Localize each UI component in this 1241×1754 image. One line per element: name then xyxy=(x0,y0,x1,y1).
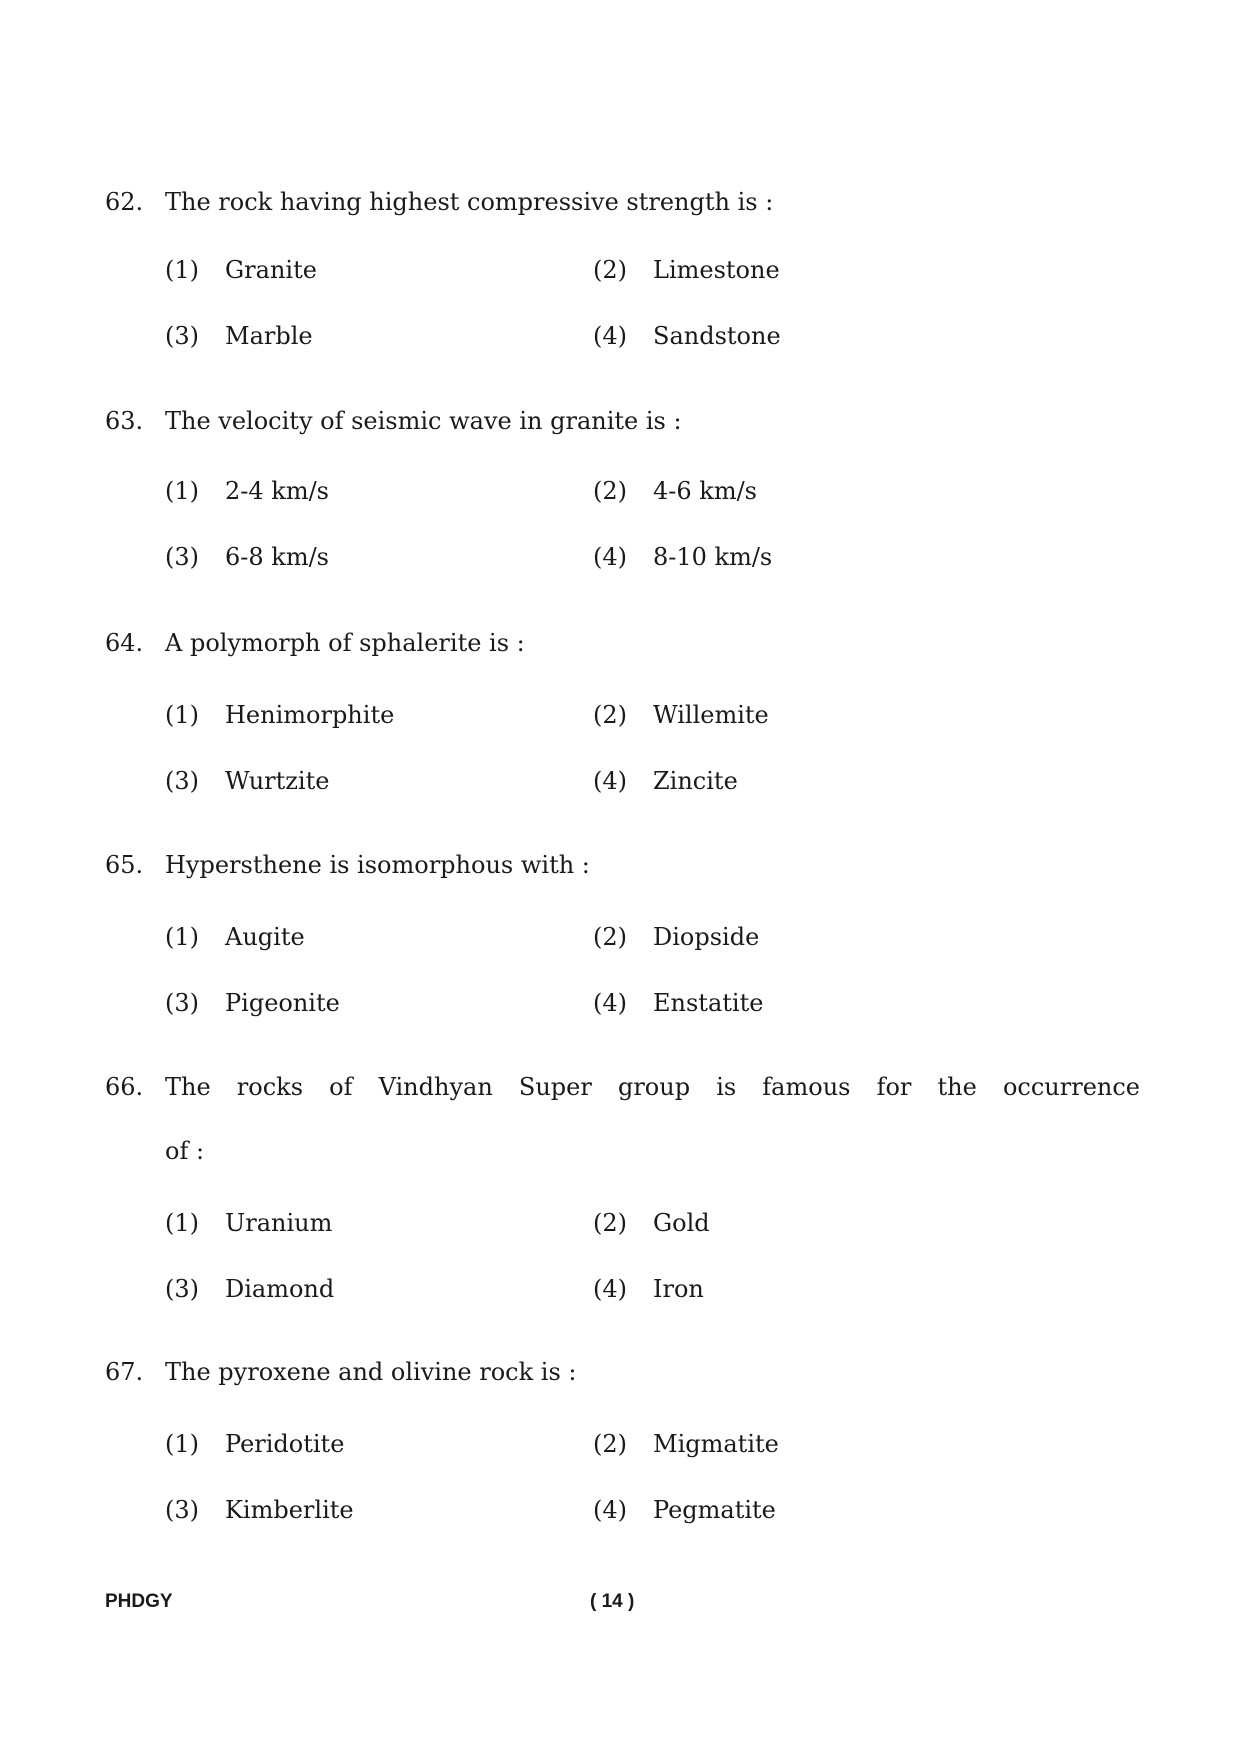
option-row xyxy=(165,700,1140,730)
question-stem xyxy=(105,187,1140,217)
option-1 xyxy=(165,1429,344,1459)
option-4 xyxy=(593,542,772,572)
option-number: (1) xyxy=(165,1430,199,1458)
question-text: The pyroxene and olivine rock is : xyxy=(165,1358,577,1386)
option-number: (4) xyxy=(593,767,627,795)
option-row xyxy=(165,1429,1140,1459)
option-text: Peridotite xyxy=(225,1430,345,1458)
option-2 xyxy=(593,255,780,285)
option-text: Zincite xyxy=(653,767,738,795)
question-66 xyxy=(105,1072,1140,1304)
question-text: The rocks of Vindhyan Super group is famous for the occurrence xyxy=(165,1073,1140,1101)
option-row xyxy=(165,1495,1140,1525)
option-row xyxy=(165,1274,1140,1304)
option-number: (3) xyxy=(165,1275,199,1303)
question-stem xyxy=(105,850,1140,880)
option-4 xyxy=(593,766,738,796)
option-3 xyxy=(165,1495,354,1525)
question-text: The rock having highest compressive strength is : xyxy=(165,188,774,216)
option-number: (4) xyxy=(593,1496,627,1524)
option-number: (2) xyxy=(593,1209,627,1237)
question-text: Hypersthene is isomorphous with : xyxy=(165,851,590,879)
option-1 xyxy=(165,255,317,285)
option-text: Kimberlite xyxy=(225,1496,354,1524)
option-row xyxy=(165,988,1140,1018)
question-stem xyxy=(105,628,1140,658)
option-row xyxy=(165,542,1140,572)
question-number: 62. xyxy=(105,188,144,216)
option-text: Pegmatite xyxy=(653,1496,776,1524)
option-row xyxy=(165,922,1140,952)
option-1 xyxy=(165,1208,332,1238)
option-4 xyxy=(593,1495,776,1525)
option-text: Augite xyxy=(225,923,305,951)
question-number: 66. xyxy=(105,1073,144,1101)
option-3 xyxy=(165,988,340,1018)
question-number: 67. xyxy=(105,1358,144,1386)
option-1 xyxy=(165,922,305,952)
option-number: (2) xyxy=(593,256,627,284)
option-number: (3) xyxy=(165,543,199,571)
option-text: Enstatite xyxy=(653,989,764,1017)
option-2 xyxy=(593,476,757,506)
question-text: A polymorph of sphalerite is : xyxy=(165,629,525,657)
option-row xyxy=(165,476,1140,506)
option-number: (3) xyxy=(165,989,199,1017)
option-number: (2) xyxy=(593,923,627,951)
option-row xyxy=(165,321,1140,351)
option-text: 6-8 km/s xyxy=(225,543,329,571)
option-text: Sandstone xyxy=(653,322,781,350)
option-number: (2) xyxy=(593,701,627,729)
option-2 xyxy=(593,700,769,730)
option-text: 2-4 km/s xyxy=(225,477,329,505)
option-text: Migmatite xyxy=(653,1430,779,1458)
option-2 xyxy=(593,922,759,952)
option-2 xyxy=(593,1208,710,1238)
paper-code: PHDGY xyxy=(105,1591,173,1612)
question-stem xyxy=(105,1072,1140,1102)
option-text: Gold xyxy=(653,1209,710,1237)
option-number: (1) xyxy=(165,1209,199,1237)
option-text: Pigeonite xyxy=(225,989,340,1017)
question-62 xyxy=(105,187,1140,351)
option-4 xyxy=(593,321,781,351)
option-text: Granite xyxy=(225,256,317,284)
question-stem xyxy=(105,1357,1140,1387)
option-1 xyxy=(165,700,394,730)
option-number: (3) xyxy=(165,767,199,795)
option-number: (1) xyxy=(165,701,199,729)
option-number: (4) xyxy=(593,543,627,571)
option-2 xyxy=(593,1429,779,1459)
option-text: Willemite xyxy=(653,701,769,729)
option-number: (4) xyxy=(593,989,627,1017)
question-number: 65. xyxy=(105,851,144,879)
question-64 xyxy=(105,628,1140,796)
question-number: 63. xyxy=(105,407,144,435)
option-text: 8-10 km/s xyxy=(653,543,773,571)
option-number: (2) xyxy=(593,477,627,505)
option-3 xyxy=(165,1274,334,1304)
option-number: (3) xyxy=(165,1496,199,1524)
option-3 xyxy=(165,766,329,796)
option-1 xyxy=(165,476,329,506)
option-row xyxy=(165,766,1140,796)
question-text-continued: of : xyxy=(165,1137,205,1165)
question-65 xyxy=(105,850,1140,1018)
option-number: (1) xyxy=(165,256,199,284)
option-number: (4) xyxy=(593,322,627,350)
option-number: (3) xyxy=(165,322,199,350)
option-text: Limestone xyxy=(653,256,780,284)
option-text: Henimorphite xyxy=(225,701,395,729)
option-text: Diamond xyxy=(225,1275,335,1303)
question-stem xyxy=(105,406,1140,436)
option-text: Iron xyxy=(653,1275,704,1303)
option-text: Diopside xyxy=(653,923,760,951)
question-number: 64. xyxy=(105,629,144,657)
option-text: Uranium xyxy=(225,1209,333,1237)
option-4 xyxy=(593,1274,704,1304)
option-text: Wurtzite xyxy=(225,767,330,795)
option-number: (4) xyxy=(593,1275,627,1303)
option-4 xyxy=(593,988,763,1018)
option-number: (2) xyxy=(593,1430,627,1458)
option-row xyxy=(165,255,1140,285)
option-number: (1) xyxy=(165,923,199,951)
page-number: ( 14 ) xyxy=(590,1591,635,1612)
option-3 xyxy=(165,542,329,572)
option-number: (1) xyxy=(165,477,199,505)
option-text: Marble xyxy=(225,322,313,350)
option-text: 4-6 km/s xyxy=(653,477,757,505)
option-3 xyxy=(165,321,313,351)
question-67 xyxy=(105,1357,1140,1525)
question-text: The velocity of seismic wave in granite is : xyxy=(165,407,682,435)
question-63 xyxy=(105,406,1140,572)
option-row xyxy=(165,1208,1140,1238)
